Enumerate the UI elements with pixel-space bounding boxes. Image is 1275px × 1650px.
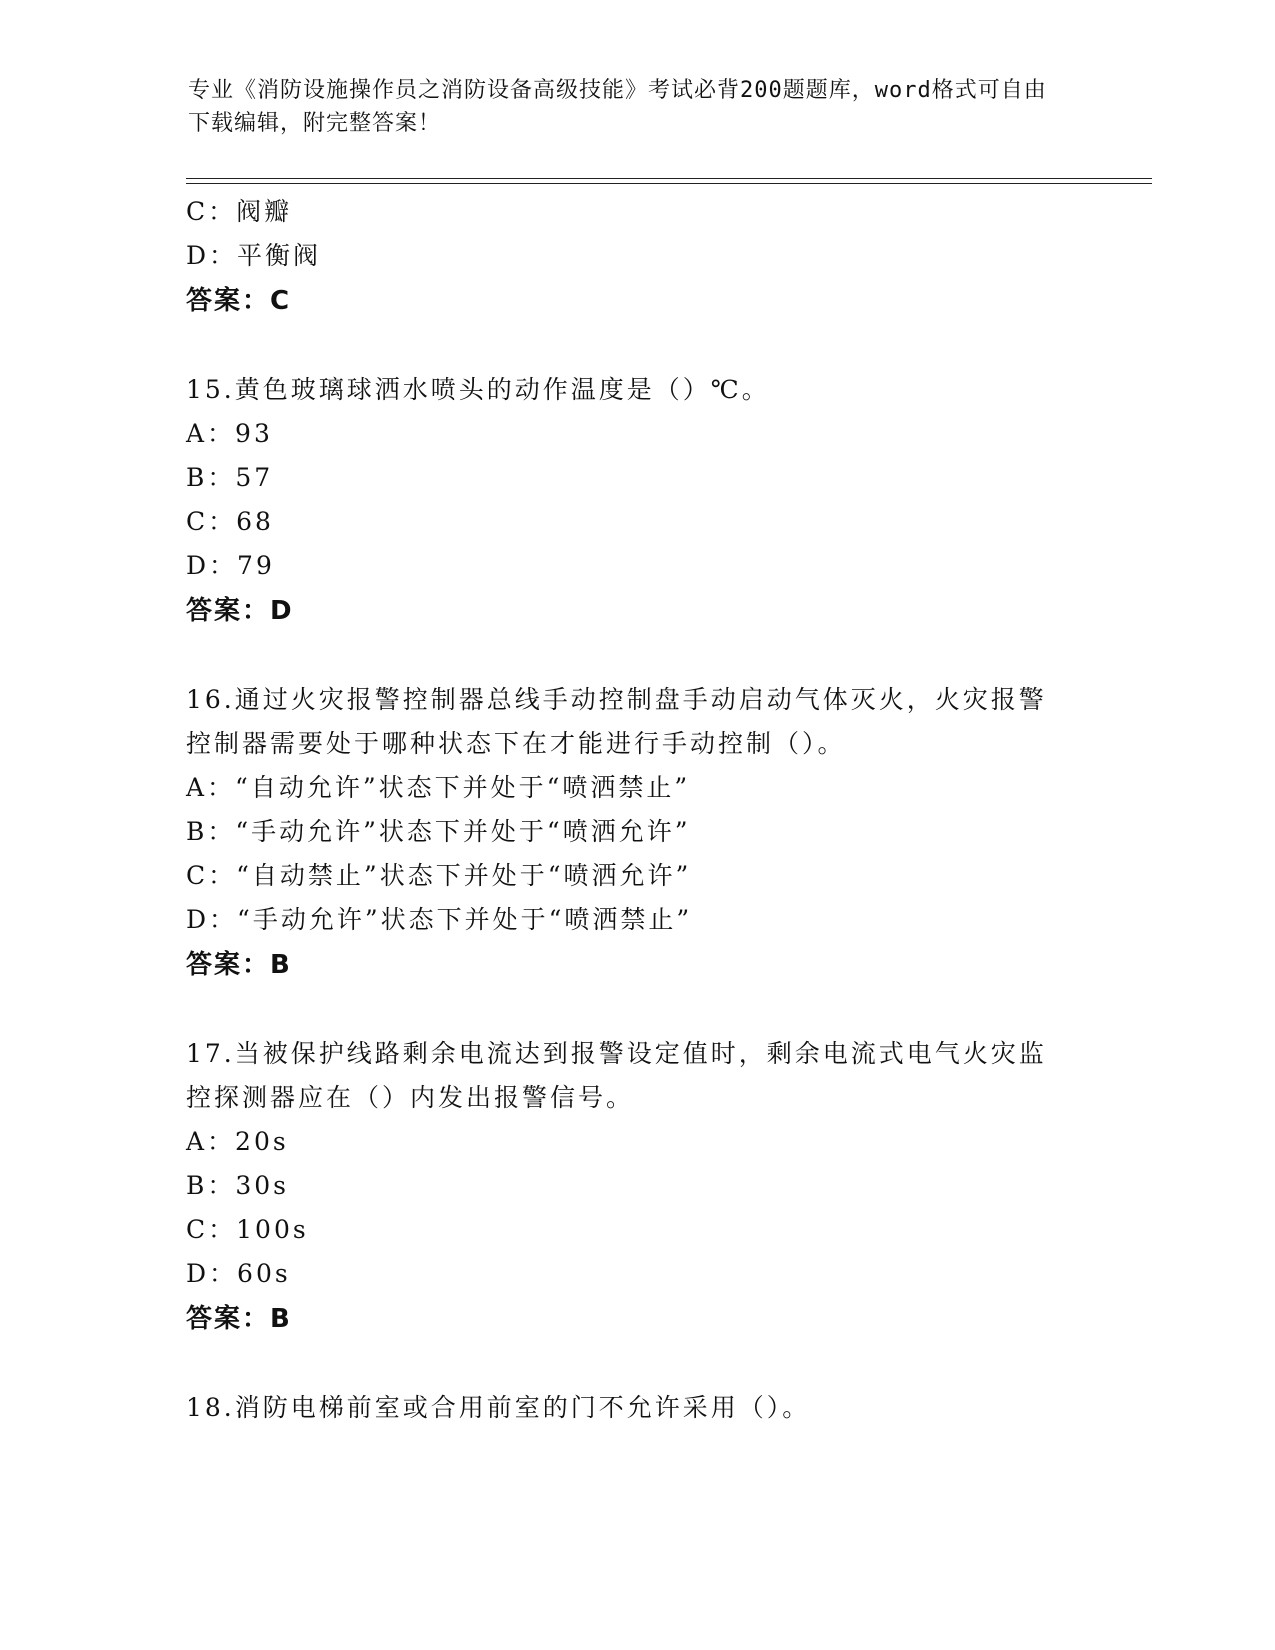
prev-option-c: C：阀瓣	[186, 197, 293, 226]
header-rule-bottom	[186, 183, 1152, 184]
q16-option-b: B：“手动允许”状态下并处于“喷洒允许”	[186, 817, 691, 846]
q16-answer: 答案：B	[186, 950, 292, 980]
document-header	[188, 74, 1068, 140]
q16-stem-line-1: 16.通过火灾报警控制器总线手动控制盘手动启动气体灭火，火灾报警	[186, 685, 1047, 714]
q15-option-d: D：79	[186, 551, 275, 580]
q17-option-c: C：100s	[186, 1215, 309, 1244]
q16-option-c: C：“自动禁止”状态下并处于“喷洒允许”	[186, 861, 692, 890]
prev-option-d: D：平衡阀	[186, 241, 322, 270]
q16-option-d: D：“手动允许”状态下并处于“喷洒禁止”	[186, 905, 693, 934]
q15-stem: 15.黄色玻璃球洒水喷头的动作温度是（）℃。	[186, 375, 770, 404]
q17-option-b: B：30s	[186, 1171, 290, 1200]
q17-option-d: D：60s	[186, 1259, 291, 1288]
q15-option-a: A：93	[186, 419, 273, 448]
q17-stem-line-1: 17.当被保护线路剩余电流达到报警设定值时，剩余电流式电气火灾监	[186, 1039, 1047, 1068]
q17-answer: 答案：B	[186, 1304, 292, 1334]
q17-option-a: A：20s	[186, 1127, 289, 1156]
prev-answer: 答案：C	[186, 286, 292, 316]
q15-answer: 答案：D	[186, 596, 294, 626]
q17-stem-line-2: 控探测器应在（）内发出报警信号。	[186, 1083, 635, 1112]
q16-option-a: A：“自动允许”状态下并处于“喷洒禁止”	[186, 773, 691, 802]
header-text: 专业《消防设施操作员之消防设备高级技能》考试必背200题题库，word格式可自由下载编辑，附完整答案！	[188, 78, 1047, 136]
q18-stem: 18.消防电梯前室或合用前室的门不允许采用（）。	[186, 1393, 811, 1422]
q16-stem-line-2: 控制器需要处于哪种状态下在才能进行手动控制（）。	[186, 729, 846, 758]
q15-option-c: C：68	[186, 507, 274, 536]
header-rule-top	[186, 178, 1152, 179]
q15-option-b: B：57	[186, 463, 274, 492]
